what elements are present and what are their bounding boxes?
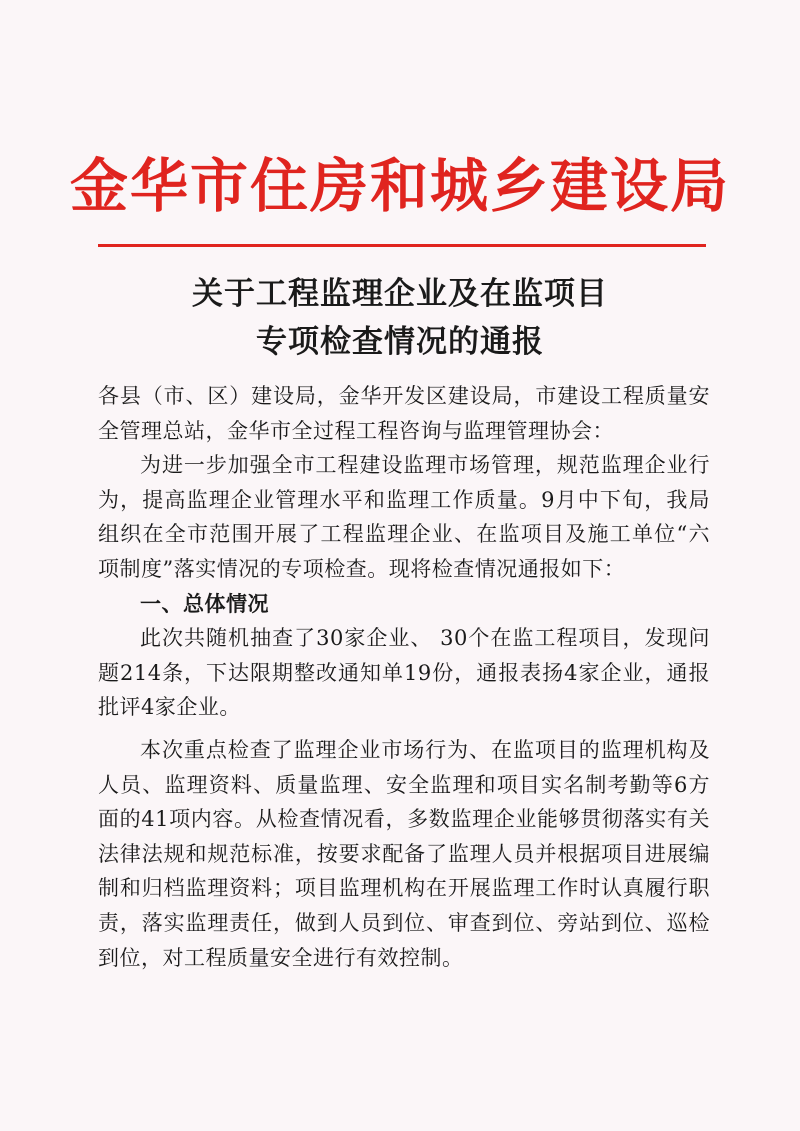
title-line-2: 专项检查情况的通报 xyxy=(256,324,544,360)
section-heading-overall: 一、总体情况 xyxy=(140,591,269,616)
agency-header: 金华市住房和城乡建设局 xyxy=(69,152,730,220)
paragraph-inspection-scope: 本次重点检查了监理企业市场行为、在监项目的监理机构及人员、监理资料、质量监理、安全监理和项目实名制考勤等6方面的41项内容。从检查情况看，多数监理企业能够贯彻落实有关法律法规和规范标准，按要求配备了监理人员并根据项目进展编制和归档监理资料；项目监理机构在开展监理工作时认真履行职责，落实监理责任，做到人员到位、审查到位、旁站到位、巡检到位，对工程质量安全进行有效控制。 xyxy=(98,737,710,970)
header-divider xyxy=(98,244,706,247)
notice-title xyxy=(0,270,800,366)
paragraph-intro: 为进一步加强全市工程建设监理市场管理，规范监理企业行为，提高监理企业管理水平和监理工作质量。9月中下旬，我局组织在全市范围开展了工程监理企业、在监项目及施工单位“六项制度”落实情况的专项检查。现将检查情况通报如下： xyxy=(98,453,710,581)
salutation: 各县（市、区）建设局，金华开发区建设局，市建设工程质量安全管理总站，金华市全过程工程咨询与监理管理协会： xyxy=(98,384,710,443)
title-line-1: 关于工程监理企业及在监项目 xyxy=(192,276,608,312)
document-body xyxy=(98,379,710,975)
paragraph-overall-stats: 此次共随机抽查了30家企业、 30个在监工程项目，发现问题214条，下达限期整改通知单19份，通报表扬4家企业，通报批评4家企业。 xyxy=(98,626,710,720)
